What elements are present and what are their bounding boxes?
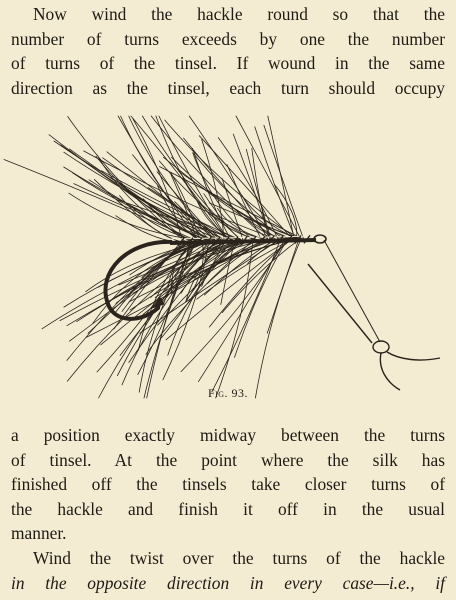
hackle-fiber <box>222 240 299 313</box>
text-line: finished off the tinsels take closer turns of <box>11 474 445 494</box>
leader-gut <box>308 240 440 390</box>
paragraph-hackle-winding <box>11 2 445 100</box>
hackle-fiber <box>255 240 300 398</box>
figure-caption: Fig. 93. <box>207 386 249 400</box>
fly-illustration <box>0 112 456 402</box>
hackle-fiber <box>142 116 242 241</box>
hackle-fiber <box>67 242 188 361</box>
hackle-fiber <box>267 240 299 334</box>
text-line: the hackle and finish it off in the usual <box>11 498 445 519</box>
hackle-fiber <box>236 116 301 240</box>
text-line: a position exactly midway between the turns <box>11 425 445 445</box>
text-line: direction as the tinsel, each turn should occupy <box>11 77 445 98</box>
text-line: manner. <box>11 523 67 543</box>
hackle-fiber <box>94 179 180 242</box>
hackle-fibers <box>4 116 305 398</box>
text-line: Now wind the hackle round so that the <box>33 4 445 24</box>
paragraph-tinsel-position <box>11 423 445 546</box>
hackle-fiber <box>209 240 290 327</box>
text-line: Wind the twist over the turns of the hackle <box>33 548 445 568</box>
hackle-fiber <box>96 156 209 241</box>
text-line: number of turns exceeds by one the number <box>11 28 445 49</box>
text-line: of turns of the tinsel. If wound in the same <box>11 53 445 73</box>
text-line: of tinsel. At the point where the silk has <box>11 449 445 470</box>
paragraph-twist <box>11 546 445 595</box>
text-line-italic: in the opposite direction in every case—i.e., if <box>11 572 445 593</box>
hackle-fiber <box>166 240 291 340</box>
